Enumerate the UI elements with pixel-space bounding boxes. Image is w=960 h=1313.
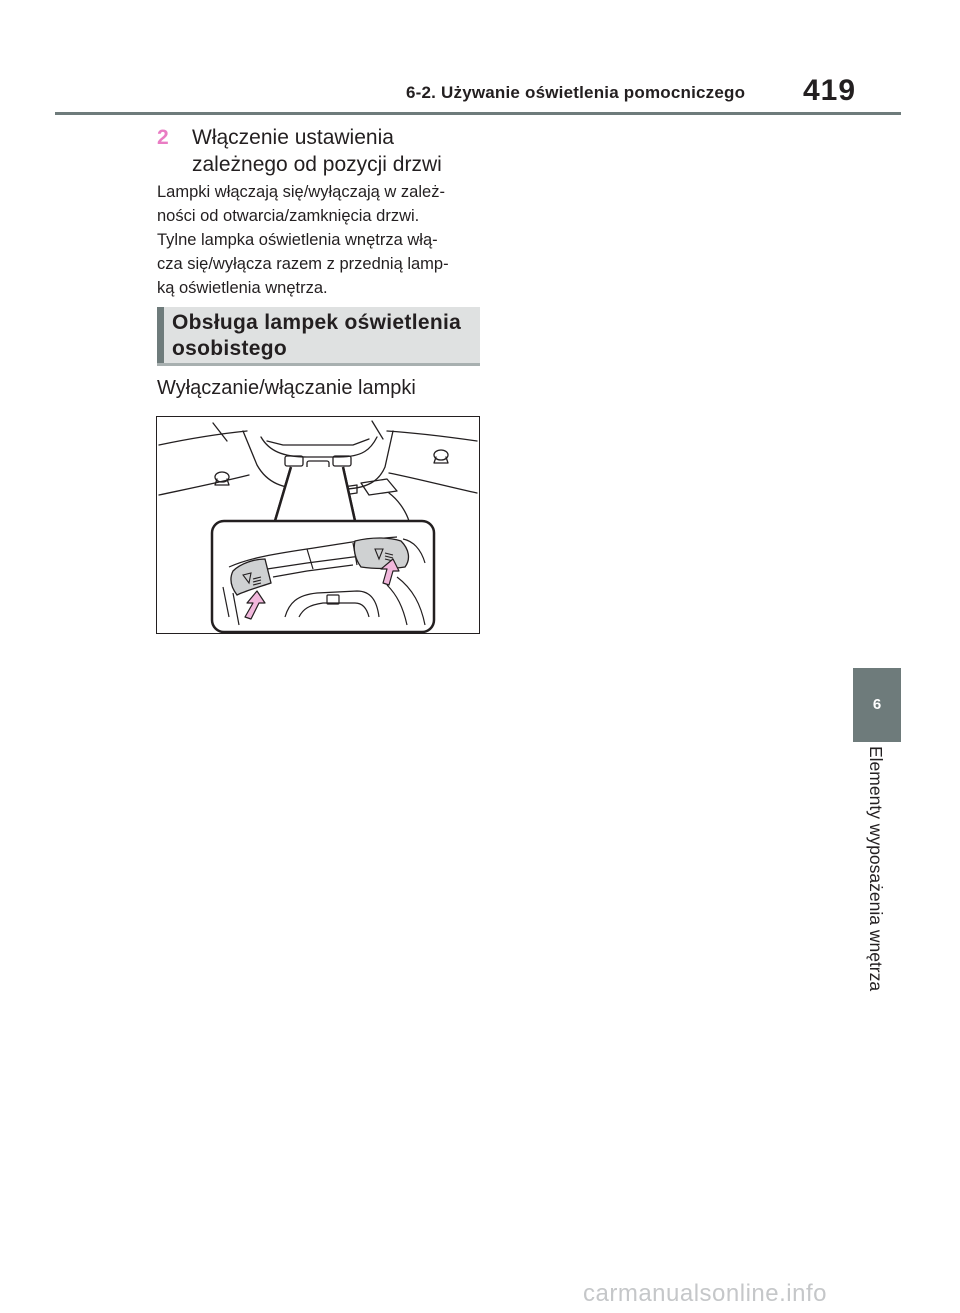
step-number: 2	[157, 126, 169, 149]
console-lower	[389, 493, 409, 521]
headliner-line	[159, 475, 249, 495]
chapter-tab: 6	[853, 668, 901, 742]
running-header-title: 6-2. Używanie oświetlenia pomocniczego	[406, 83, 746, 102]
console-lower	[361, 479, 397, 495]
page-number: 419	[803, 74, 857, 107]
body-line: Lampki włączają się/wyłączają w zależ-	[157, 183, 445, 201]
headliner-line	[213, 423, 227, 441]
section-heading-title: Obsługa lampek oświetlenia osobistego	[172, 311, 462, 360]
console-button	[285, 456, 303, 466]
body-line: cza się/wyłącza razem z przednią lamp-	[157, 255, 449, 273]
watermark: carmanualsonline.info	[583, 1280, 827, 1307]
section-heading-box	[157, 307, 480, 366]
chapter-name: Elementy wyposażenia wnętrza	[866, 746, 886, 992]
section-heading-bar	[157, 307, 164, 363]
body-line: ności od otwarcia/zamknięcia drzwi.	[157, 207, 420, 225]
console-housing	[261, 437, 377, 457]
magnification-wedge	[275, 467, 355, 521]
body-paragraph	[157, 180, 479, 300]
step-title: Włączenie ustawienia zależnego od pozycji drzwi	[192, 126, 442, 176]
body-line: Tylne lampka oświetlenia wnętrza włą-	[157, 231, 438, 249]
headliner-line	[372, 421, 383, 439]
headliner-line	[389, 473, 477, 493]
illustration-frame	[156, 416, 480, 634]
overhead-console-illustration	[157, 417, 479, 633]
headliner-line	[387, 431, 477, 441]
headliner-line	[159, 431, 247, 445]
header-rule	[55, 112, 901, 115]
body-line: ką oświetlenia wnętrza.	[157, 279, 328, 297]
figure-caption: Wyłączanie/włączanie lampki	[157, 377, 416, 399]
console-housing	[267, 439, 369, 445]
